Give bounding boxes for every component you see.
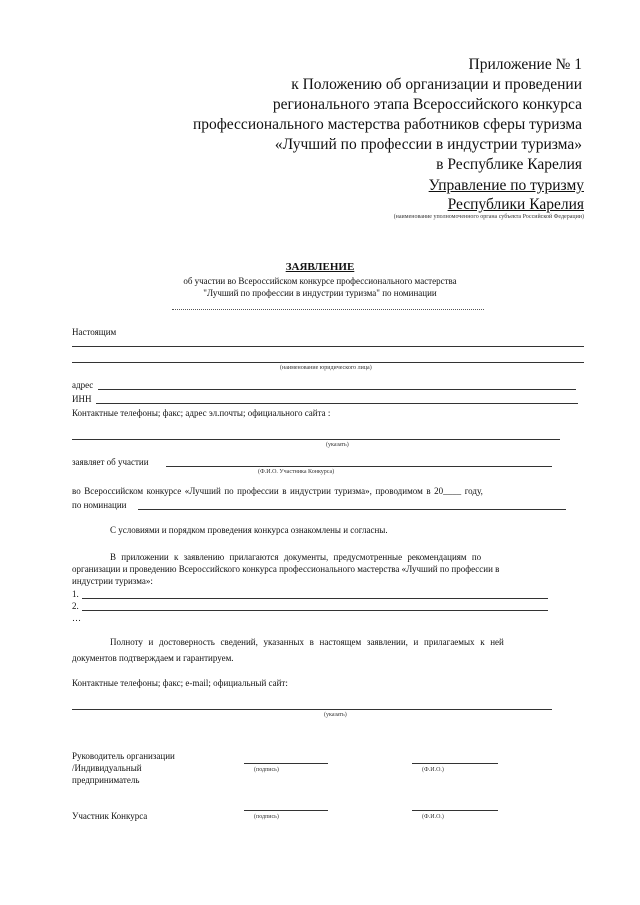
contest-text: во Всероссийском конкурсе «Лучший по профессии в индустрии туризма», проводимом в 20____ году, (72, 486, 483, 496)
nomination-label: по номинации (72, 500, 127, 510)
head-signature-line (244, 763, 328, 764)
statement-heading: ЗАЯВЛЕНИЕ (285, 261, 355, 273)
head-fio-line (412, 763, 498, 764)
header-line-2: к Положению об организации и проведении (291, 76, 582, 93)
contacts-line (72, 439, 560, 440)
inn-label: ИНН (72, 394, 92, 404)
head-signature-caption: (подпись) (254, 767, 279, 773)
agree-text: С условиями и порядком проведения конкурса ознакомлены и согласны. (110, 525, 388, 535)
appendix-number: Приложение № 1 (468, 56, 582, 73)
org-line-1 (72, 346, 584, 347)
list-item-2: 2. (72, 601, 79, 611)
org-caption: (наименование юридического лица) (280, 365, 372, 371)
participant-line (166, 466, 552, 467)
participant-fio-line (412, 810, 498, 811)
statement-subtitle-1: об участии во Всероссийском конкурсе профессионального мастерства (183, 276, 457, 286)
specify2-caption: (указать) (324, 712, 347, 718)
confirm-line-2: документов подтверждаем и гарантируем. (72, 653, 234, 663)
participant-fio-caption: (Ф.И.О.) (422, 814, 444, 820)
confirm-line-1: Полноту и достоверность сведений, указанных в настоящем заявлении, и прилагаемых к ней (110, 637, 504, 647)
inn-line (96, 403, 578, 404)
contacts-label: Контактные телефоны; факс; адрес эл.почты; официального сайта : (72, 408, 331, 418)
list-item-1: 1. (72, 589, 79, 599)
specify-caption: (указать) (326, 442, 349, 448)
list-ellipsis: … (72, 613, 81, 623)
participant-signature-line (244, 810, 328, 811)
list-item-2-line (82, 610, 548, 611)
header-line-4: профессионального мастерства работников сферы туризма (192, 116, 582, 133)
nomination-field-line (138, 509, 566, 510)
addressee-line-2: Республики Карелия (447, 196, 584, 213)
contacts2-line (72, 709, 552, 710)
header-line-6: в Республике Карелия (436, 156, 582, 173)
contacts2-label: Контактные телефоны; факс; e-mail; официальный сайт: (72, 678, 288, 688)
appendix-line-1: В приложении к заявлению прилагаются документы, предусмотренные рекомендациям по (110, 552, 482, 562)
nomination-line (172, 309, 484, 310)
addressee-line-1: Управление по туризму (428, 177, 584, 194)
header-line-3: регионального этапа Всероссийского конкурса (272, 96, 582, 113)
address-label: адрес (72, 380, 94, 390)
head-label-2: /Индивидуальный (72, 763, 142, 773)
head-fio-caption: (Ф.И.О.) (422, 767, 444, 773)
addressee-caption: (наименование уполномоченного органа субъекта Российской Федерации) (393, 214, 584, 220)
list-item-1-line (82, 598, 548, 599)
appendix-line-2: организации и проведению Всероссийского конкурса профессионального мастерства «Лучший по профессии в (72, 564, 500, 574)
header-line-5: «Лучший по профессии в индустрии туризма» (274, 136, 582, 153)
participant-caption: (Ф.И.О. Участника Конкурса) (258, 469, 335, 475)
address-line (98, 389, 576, 390)
participant-signature-label: Участник Конкурса (72, 811, 148, 821)
declares-label: заявляет об участии (72, 457, 149, 467)
head-label-3: предприниматель (72, 775, 140, 785)
appendix-line-3: индустрии туризма»: (72, 576, 153, 586)
org-line-2 (72, 362, 584, 363)
head-label-1: Руководитель организации (72, 751, 175, 761)
statement-subtitle-2: "Лучший по профессии в индустрии туризма" по номинации (203, 288, 437, 298)
participant-signature-caption: (подпись) (254, 814, 279, 820)
intro-text: Настоящим (72, 327, 117, 337)
